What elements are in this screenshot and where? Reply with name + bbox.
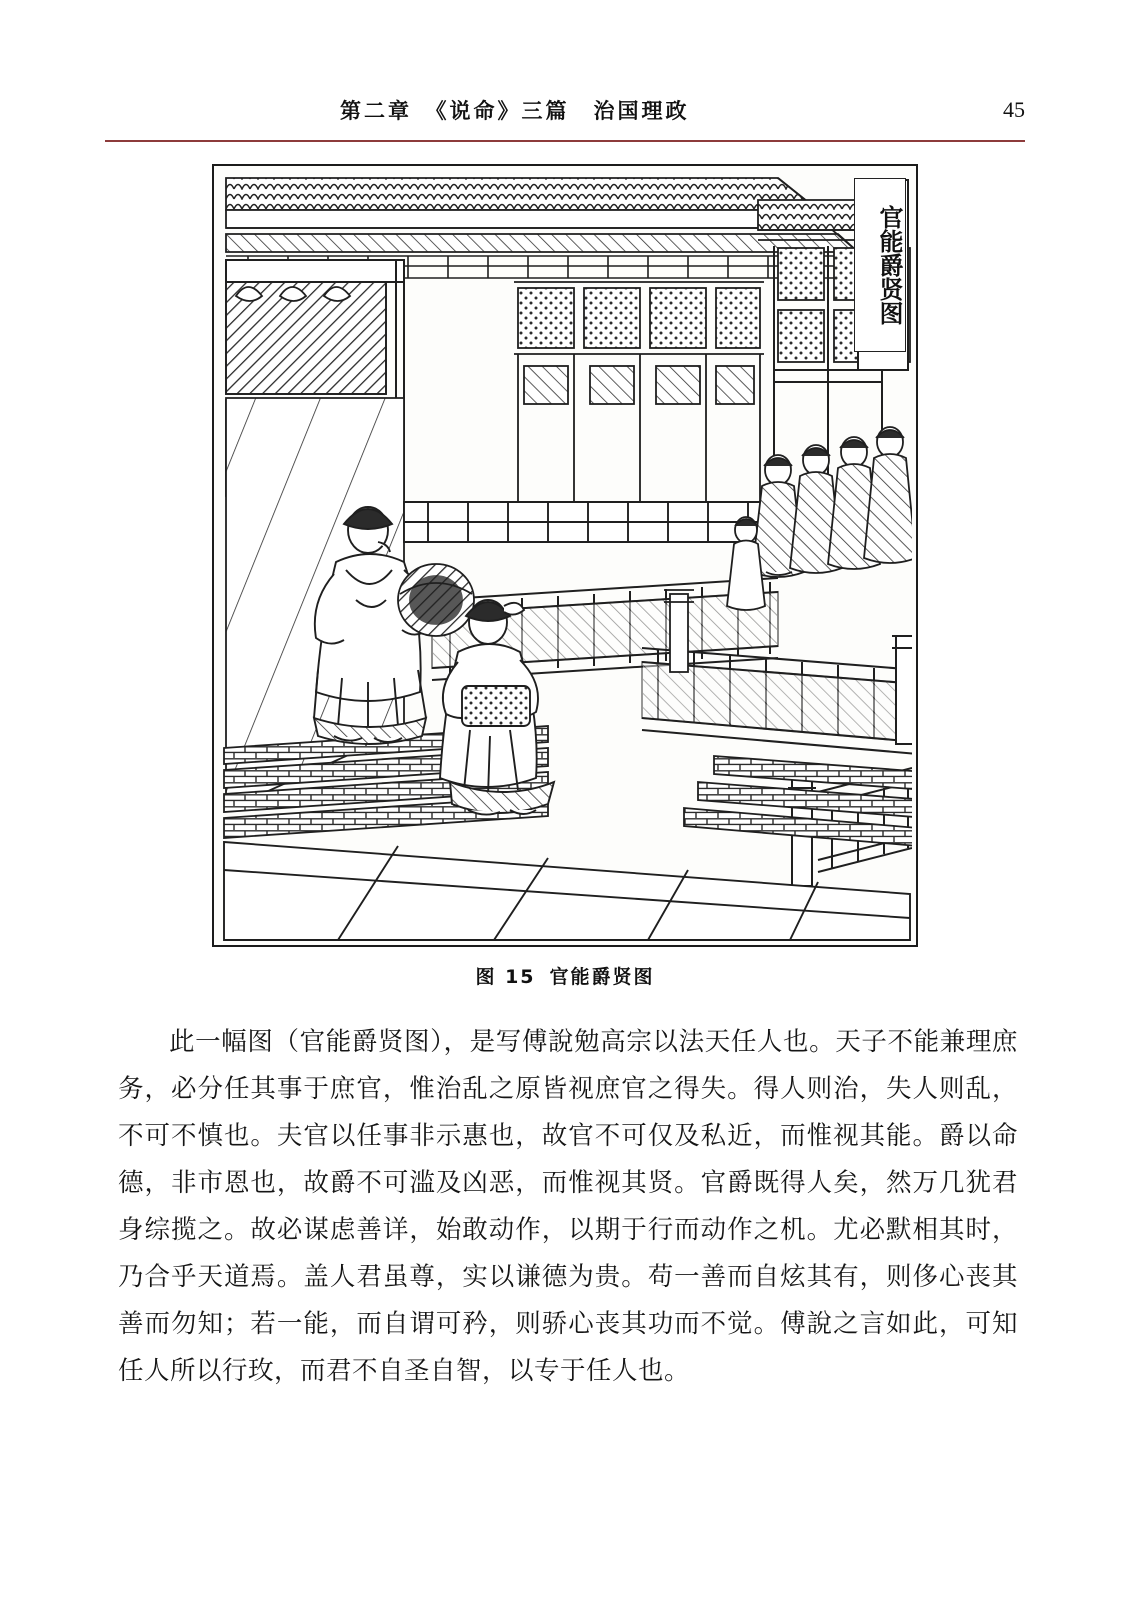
body-paragraph: 此一幅图（官能爵贤图），是写傅說勉高宗以法天任人也。天子不能兼理庶务，必分任其事于庶官，惟治乱之原皆视庶官之得失。得人则治，失人则乱，不可不慎也。夫官以任事非示惠也，故官不可仅及私近，而惟视其能。爵以命德，非市恩也，故爵不可滥及凶恶，而惟视其贤。官爵既得人矣，然万几犹君身综揽之。故必谋虑善详，始敢动作，以期于行而动作之机。尤必默相其时，乃合乎天道焉。盖人君虽尊，实以谦德为贵。苟一善而自炫其有，则侈心丧其善而勿知；若一能，而自谓可矜，则骄心丧其功而不觉。傅說之言如此，可知任人所以行玫，而君不自圣自智，以专于任人也。 xyxy=(118,1027,1018,1385)
figure-caption xyxy=(212,962,918,989)
woodcut-illustration xyxy=(218,170,912,941)
header-divider xyxy=(105,140,1025,142)
woodcut-svg xyxy=(218,170,912,941)
body-text xyxy=(118,1018,1018,1394)
figure-frame xyxy=(212,164,918,947)
page-number: 45 xyxy=(1003,97,1025,122)
figure-inscription: 官能爵贤图 xyxy=(854,178,906,352)
page-header xyxy=(105,95,1025,147)
chapter-title: 第二章 《说命》三篇 治国理政 xyxy=(340,99,690,123)
figure-caption-number: 图 15 xyxy=(475,966,536,988)
figure-caption-text: 官能爵贤图 xyxy=(549,966,655,988)
figure-illustration xyxy=(212,164,918,947)
